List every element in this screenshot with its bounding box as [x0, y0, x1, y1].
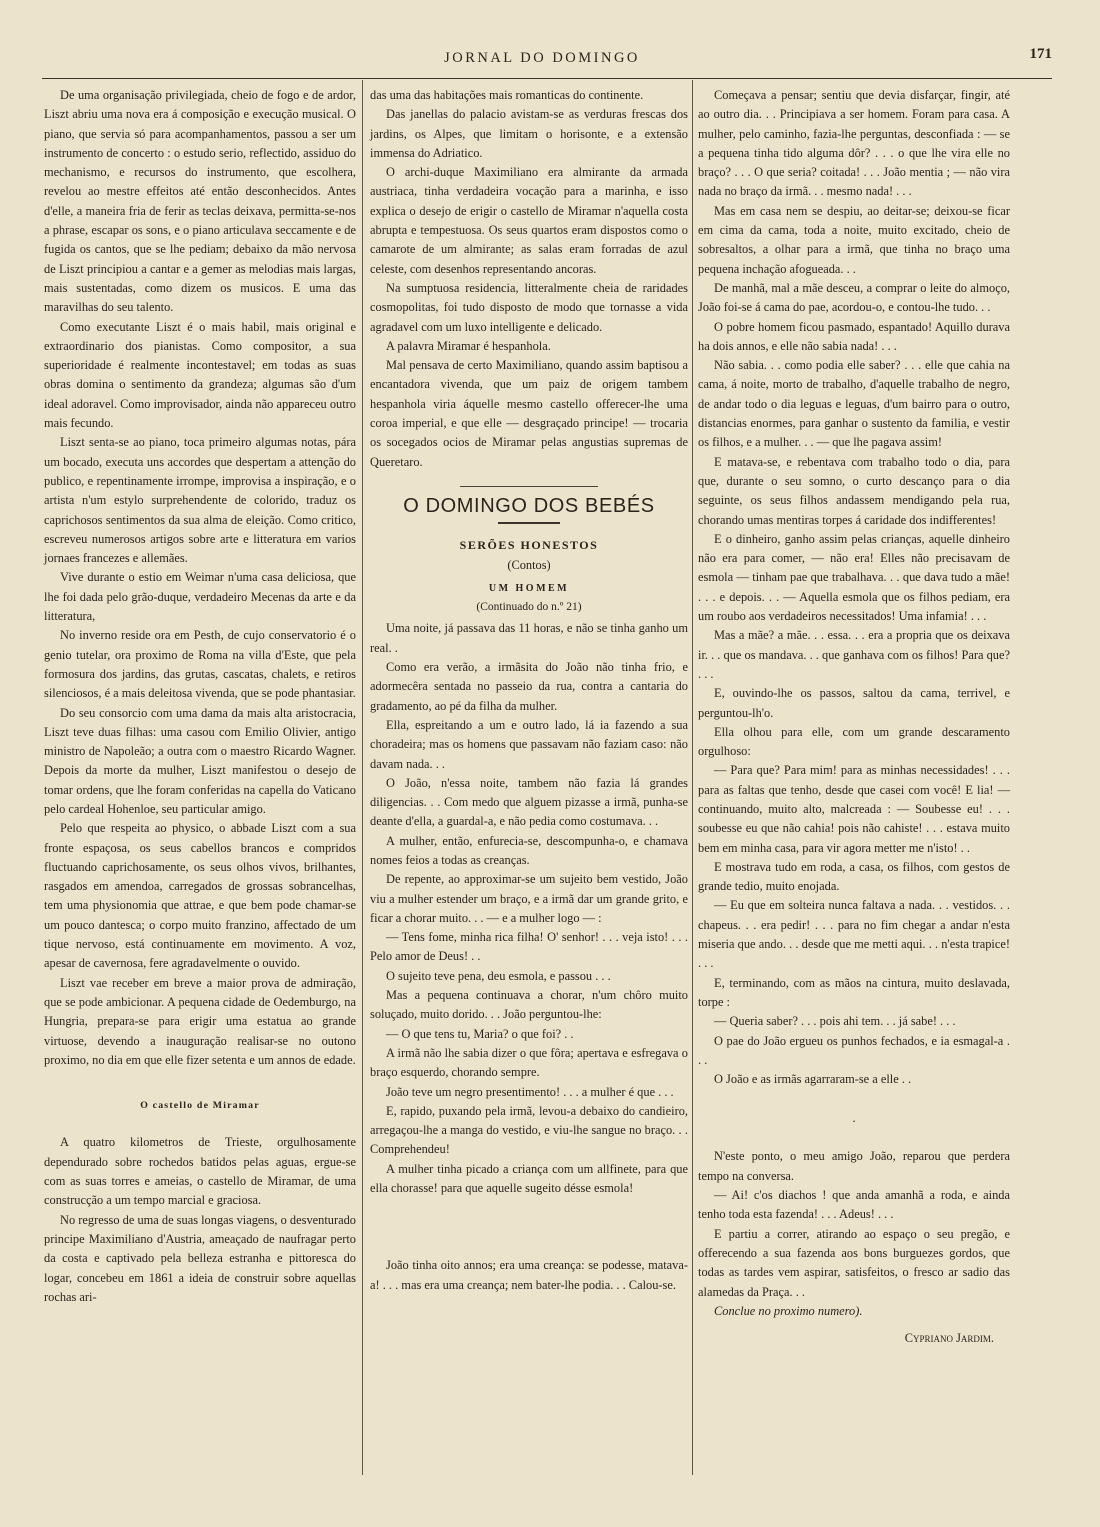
paragraph: A irmã não lhe sabia dizer o que fôra; apertava e esfregava o braço esquerdo, chorando sempre.	[370, 1045, 688, 1080]
paragraph: Na sumptuosa residencia, litteralmente cheia de raridades cosmopolitas, foi tudo disposto de modo que tornasse a vida agradavel com um luxo intelligente e delicado.	[370, 280, 688, 334]
paragraph: Ella, espreitando a um e outro lado, lá ia fazendo a sua choradeira; mas os homens que passavam não faziam caso: não davam nada. . .	[370, 717, 688, 771]
paragraph: O archi-duque Maximiliano era almirante da armada austriaca, tinha verdadeira vocação para a marinha, e isso explica o desejo de erigir o castello de Miramar n'aquella costa abrupta e tempestuosa. Os seus quartos eram dispostos como o camarote de um almirante; as salas eram forradas de azul celeste, com desenhos representando ancoras.	[370, 165, 688, 276]
paragraph: O pae do João ergueu os punhos fechados, e ia esmagal-a . . .	[698, 1033, 1010, 1067]
paragraph: E matava-se, e rebentava com trabalho todo o dia, para que, durante o seu somno, o curto descanço para o dia seguinte, os seus filhos andassem mendigando pela rua, chorando umas mentiras torpes á caridade dos indifferentes!	[698, 454, 1010, 527]
subsection-title: SERÕES HONESTOS	[459, 538, 599, 553]
continued-note: (Continuado do n.º 21)	[476, 601, 582, 614]
paragraph: E, rapido, puxando pela irmã, levou-a debaixo do candieiro, arregaçou-lhe a manga do vestido, e viu-lhe sangue no braço. . . Comprehendeu!	[370, 1103, 688, 1157]
paragraph: Ella olhou para elle, com um grande descaramento orgulhoso:	[698, 724, 1010, 759]
journal-title: JORNAL DO DOMINGO	[444, 50, 640, 66]
spacer	[44, 1070, 356, 1088]
paragraph: Uma noite, já passava das 11 horas, e não se tinha ganho um real. .	[370, 621, 688, 655]
paragraph: A palavra Miramar é hespanhola.	[386, 338, 551, 353]
paragraph: E partiu a correr, atirando ao espaço o seu pregão, e offerecendo a sua fazenda aos bons burguezes gordos, que todas as tardes vem aspirar, satisfeitos, o fresco ar sadio das alamedas da Praça. . .	[698, 1226, 1010, 1299]
paragraph: N'este ponto, o meu amigo João, reparou que perdera tempo na conversa.	[698, 1149, 1010, 1183]
paragraph: das uma das habitações mais romanticas do continente.	[370, 88, 644, 102]
paragraph: Mal pensava de certo Maximiliano, quando assim baptisou a encantadora vivenda, que um paiz de origem tambem hespanhola viria áquelle mesmo castello offerecer-lhe uma coroa imperial, e que elle — desgraçado principe! — trocaria os socegados ocios de Miramar pelas angustias supremas de Queretaro.	[370, 358, 688, 469]
paragraph: Mas em casa nem se despiu, ao deitar-se; deixou-se ficar em cima da cama, toda a noite, muito excitado, cheio de sobresaltos, a olhar para a irmã, que tinha no braço uma pequena inchação afogueada. . .	[698, 203, 1010, 276]
paragraph: No inverno reside ora em Pesth, de cujo conservatorio é o genio tutelar, ora proximo de Roma na villa d'Este, que pela formosura dos jardins, das grutas, cascatas, chalets, e retiros silenciosos, é a mais deleitosa vivenda, que se pode phantasiar.	[44, 628, 356, 701]
paragraph: De repente, ao approximar-se um sujeito bem vestido, João viu a mulher estender um braço, e a irmã dar um grande grito, e ficar a chorar muito. . . — e a mulher logo — :	[370, 872, 688, 925]
running-head	[42, 40, 1052, 79]
paragraph: Do seu consorcio com uma dama da mais alta aristocracia, Liszt teve duas filhas: uma casou com Emilio Olivier, antigo ministro de Napoleão; a outra com o maestro Ricardo Wagner. Depois da morte da mulher, Liszt manifestou o desejo de tomar ordens, que lhe foram conferidas na capella do Vaticano pelo cardeal Hohenloe, seu particular amigo.	[44, 705, 356, 816]
story-title: UM HOMEM	[488, 582, 570, 594]
paragraph: — Ai! c'os diachos ! que anda amanhã a roda, e ainda tenho toda esta fazenda! . . . Adeus! . . .	[698, 1188, 1010, 1222]
page-number: 171	[1029, 46, 1052, 62]
paragraph: Como executante Liszt é o mais habil, mais original e extraordinario dos pianistas. Como compositor, a sua superioridade é realmente incontestavel; em todas as suas obras domina o sentimento da grandeza; algumas são d'um ideal adoravel. Como improvisador, ainda não appareceu outro mais fecundo.	[44, 319, 356, 431]
article-heading-miramar: O castello de Miramar	[140, 1100, 260, 1112]
paragraph: Pelo que respeita ao physico, o abbade Liszt com a sua fronte espaçosa, os seus cabellos brancos e compridos fluctuando caprichosamente, os seus olhos vivos, brilhantes, rasgados em amendoa, carregados de grossas sobrancelhas, tem uma physionomia que attrae, e que bem pode chamar-se um pouco dantesca; o corpo muito franzino, affectado de um tique nervoso, está continuamente em movimento. A voz, apesar de cavernosa, fere agradavelmente o ouvido.	[44, 821, 356, 971]
paragraph: E, terminando, com as mãos na cintura, muito deslavada, torpe :	[698, 975, 1010, 1009]
paragraph: O sujeito teve pena, deu esmola, e passou . . .	[386, 968, 611, 983]
column-rule-1	[362, 80, 363, 1475]
paragraph: Começava a pensar; sentiu que devia disfarçar, fingir, até ao outro dia. . . Principiava a ser homem. Foram para casa. A mulher, pelo caminho, fazia-lhe perguntas, desconfiada : — se a pequena tinha tido alguma dôr? . . . o que lhe vira elle no braço? . . . O que seria? coitada! . . . João mentia ; — não vira nada no braço da irmã. . . mesmo nada! . . .	[698, 88, 1010, 199]
paragraph: — Tens fome, minha rica filha! O' senhor! . . . veja isto! . . . Pelo amor de Deus! . .	[370, 930, 688, 964]
column-2	[370, 86, 688, 1295]
paragraph: Vive durante o estio em Weimar n'uma casa deliciosa, que lhe foi dada pelo grão-duque, verdadeiro Mecenas da arte e da litteratura,	[44, 570, 356, 624]
paragraph: E mostrava tudo em roda, a casa, os filhos, com gestos de grande tedio, muito enojada.	[698, 859, 1010, 894]
column-rule-2	[692, 80, 693, 1475]
section-break-dot: .	[852, 1111, 856, 1126]
author-signature: Cypriano Jardim.	[904, 1331, 994, 1346]
spacer	[370, 1198, 688, 1256]
paragraph: A quatro kilometros de Trieste, orgulhosamente dependurado sobre rochedos batidos pelas aguas, ergue-se com as suas torres e ameias, o castello de Miramar, de uma construcção a um tempo marcial e graciosa.	[44, 1135, 356, 1208]
column-3	[698, 86, 1010, 1348]
column-1	[44, 86, 356, 1307]
title-rule	[498, 522, 560, 524]
paragraph: De manhã, mal a mãe desceu, a comprar o leite do almoço, João foi-se á cama do pae, acordou-o, e contou-lhe tudo. . .	[698, 280, 1010, 315]
subsection-subtitle: (Contos)	[507, 557, 551, 572]
paragraph: De uma organisação privilegiada, cheio de fogo e de ardor, Liszt abriu uma nova era á composição e execução musical. O piano, que servia só para acompanhamentos, passou a ser um instrumento de concerto : o estudo serio, reflectido, assiduo do mechanismo, e recursos do instrumento, que escolhera, revelou ao mestre effeitos até então desconhecidos. Antes d'elle, a maneira fria de ferir as teclas deixava, permitta-se-nos a phrase, escapar os sons, e o piano articulava seccamente e de fugida os cantos, que se lhe pediam; debaixo da mão nervosa de Liszt principiou a cantar e a gemer as melodias mais largas, mais sustentadas, como dizem os musicos. E uma das maravilhas do seu talento.	[44, 88, 356, 315]
paragraph: O pobre homem ficou pasmado, espantado! Aquillo durava ha dois annos, e elle não sabia nada! . . .	[698, 319, 1010, 353]
paragraph: O João, n'essa noite, tambem não fazia lá grandes diligencias. . . Com medo que alguem pizasse a irmã, punha-se deante d'ella, a guardal-a, e não pedia como costumava. . .	[370, 775, 688, 829]
paragraph: E o dinheiro, ganho assim pelas crianças, aquelle dinheiro não era para comer, — não era! Elles não precisavam de esmola — tinham pae que trabalhava. . . que dava tudo a mãe! . . . e depois. . . — Aquella esmola que os filhos pediam, era um roubo aos verdadeiros necessitados! Uma infamia! . . .	[698, 531, 1010, 624]
paragraph: Das janellas do palacio avistam-se as verduras frescas dos jardins, os Alpes, que limitam o horisonte, e a extensão immensa do Adriatico.	[370, 107, 688, 160]
paragraph: — O que tens tu, Maria? o que foi? . .	[386, 1026, 574, 1041]
section-title: O DOMINGO DOS BEBÉS	[403, 494, 655, 517]
paragraph: Mas a mãe? a mãe. . . essa. . . era a propria que os deixava ir. . . que os mandava. . . que ganhava com os filhos! Para que? . . .	[698, 628, 1010, 681]
paragraph: — Para que? Para mim! para as minhas necessidades! . . . para as faltas que tenho, desde que casei com você! E lia! — continuando, muito alto, malcreada : — Soubesse eu! . . . soubesse eu que não cahia! pois não cahiste! . . . estava muito bem em minha casa, para vir agora metter me n'isto! . .	[698, 763, 1010, 855]
paragraph: Como era verão, a irmãsita do João não tinha frio, e adormecêra sentada no passeio da rua, contra a cantaria do gradamento, ao pé da filha da mulher.	[370, 660, 688, 713]
paragraph: Liszt vae receber em breve a maior prova de admiração, que se pode ambicionar. A pequena cidade de Oedemburgo, na Hungria, prepara-se para erigir uma estatua ao grande virtuose, devendo a inauguração realisar-se no outono proximo, no dia em que elle fizer setenta e um annos de edade.	[44, 975, 356, 1067]
paragraph: Mas a pequena continuava a chorar, n'um chôro muito soluçado, muito dorido. . . João perguntou-lhe:	[370, 988, 688, 1022]
paragraph: No regresso de uma de suas longas viagens, o desventurado principe Maximiliano d'Austria, ameaçado de naufragar perto da costa e captivado pela belleza estranha e pittoresca do logar, concebeu em 1861 a ideia de construir sobre aquellas rochas ari-	[44, 1212, 356, 1304]
paragraph: Liszt senta-se ao piano, toca primeiro algumas notas, pára um bocado, executa uns accordes que despertam a attenção do publico, e repentinamente irrompe, improvisa a inspiração, e o artista n'um estylo surprehendente de colorido, traduz os caprichosos sentimentos da sua alma de eleição. Como critico, escreveu numerosos artigos sobre arte e litteratura em varios jornaes francezes e allemães.	[44, 435, 356, 566]
paragraph: A mulher tinha picado a criança com um allfinete, para que ella chorasse! para que aquelle sugeito désse esmola!	[370, 1161, 688, 1196]
paragraph: Não sabia. . . como podia elle saber? . . . elle que cahia na cama, á noite, morto de trabalho, d'aquelle trabalho de negro, de andar todo o dia leguas e leguas, d'um bairro para o outro, distancias enormes, para ganhar o sustento da familia, e vestir os filhos, e a mulher. . . — que lhe pagava assim!	[698, 358, 1010, 450]
paragraph: João tinha oito annos; era uma creança: se podesse, matava-a! . . . mas era uma creança; nem bater-lhe podia. . . Calou-se.	[370, 1258, 688, 1292]
continuation-note: Conclue no proximo numero).	[714, 1303, 863, 1318]
paragraph: O João e as irmãs agarraram-se a elle . .	[714, 1072, 912, 1087]
section-divider	[460, 486, 598, 487]
paragraph: A mulher, então, enfurecia-se, descompunha-o, e chamava nomes feios a todas as creanças.	[370, 833, 688, 867]
paragraph: — Eu que em solteira nunca faltava a nada. . . vestidos. . . chapeus. . . era pedir! . . . para no fim chegar a andar n'esta miseria que ando. . . desde que me metti aqui. . . n'esta trapice! . . .	[698, 898, 1010, 971]
paragraph: João teve um negro presentimento! . . . a mulher é que . . .	[386, 1084, 674, 1099]
paragraph: — Queria saber? . . . pois ahi tem. . . já sabe! . . .	[714, 1014, 956, 1029]
paragraph: E, ouvindo-lhe os passos, saltou da cama, terrivel, e perguntou-lh'o.	[698, 686, 1010, 720]
